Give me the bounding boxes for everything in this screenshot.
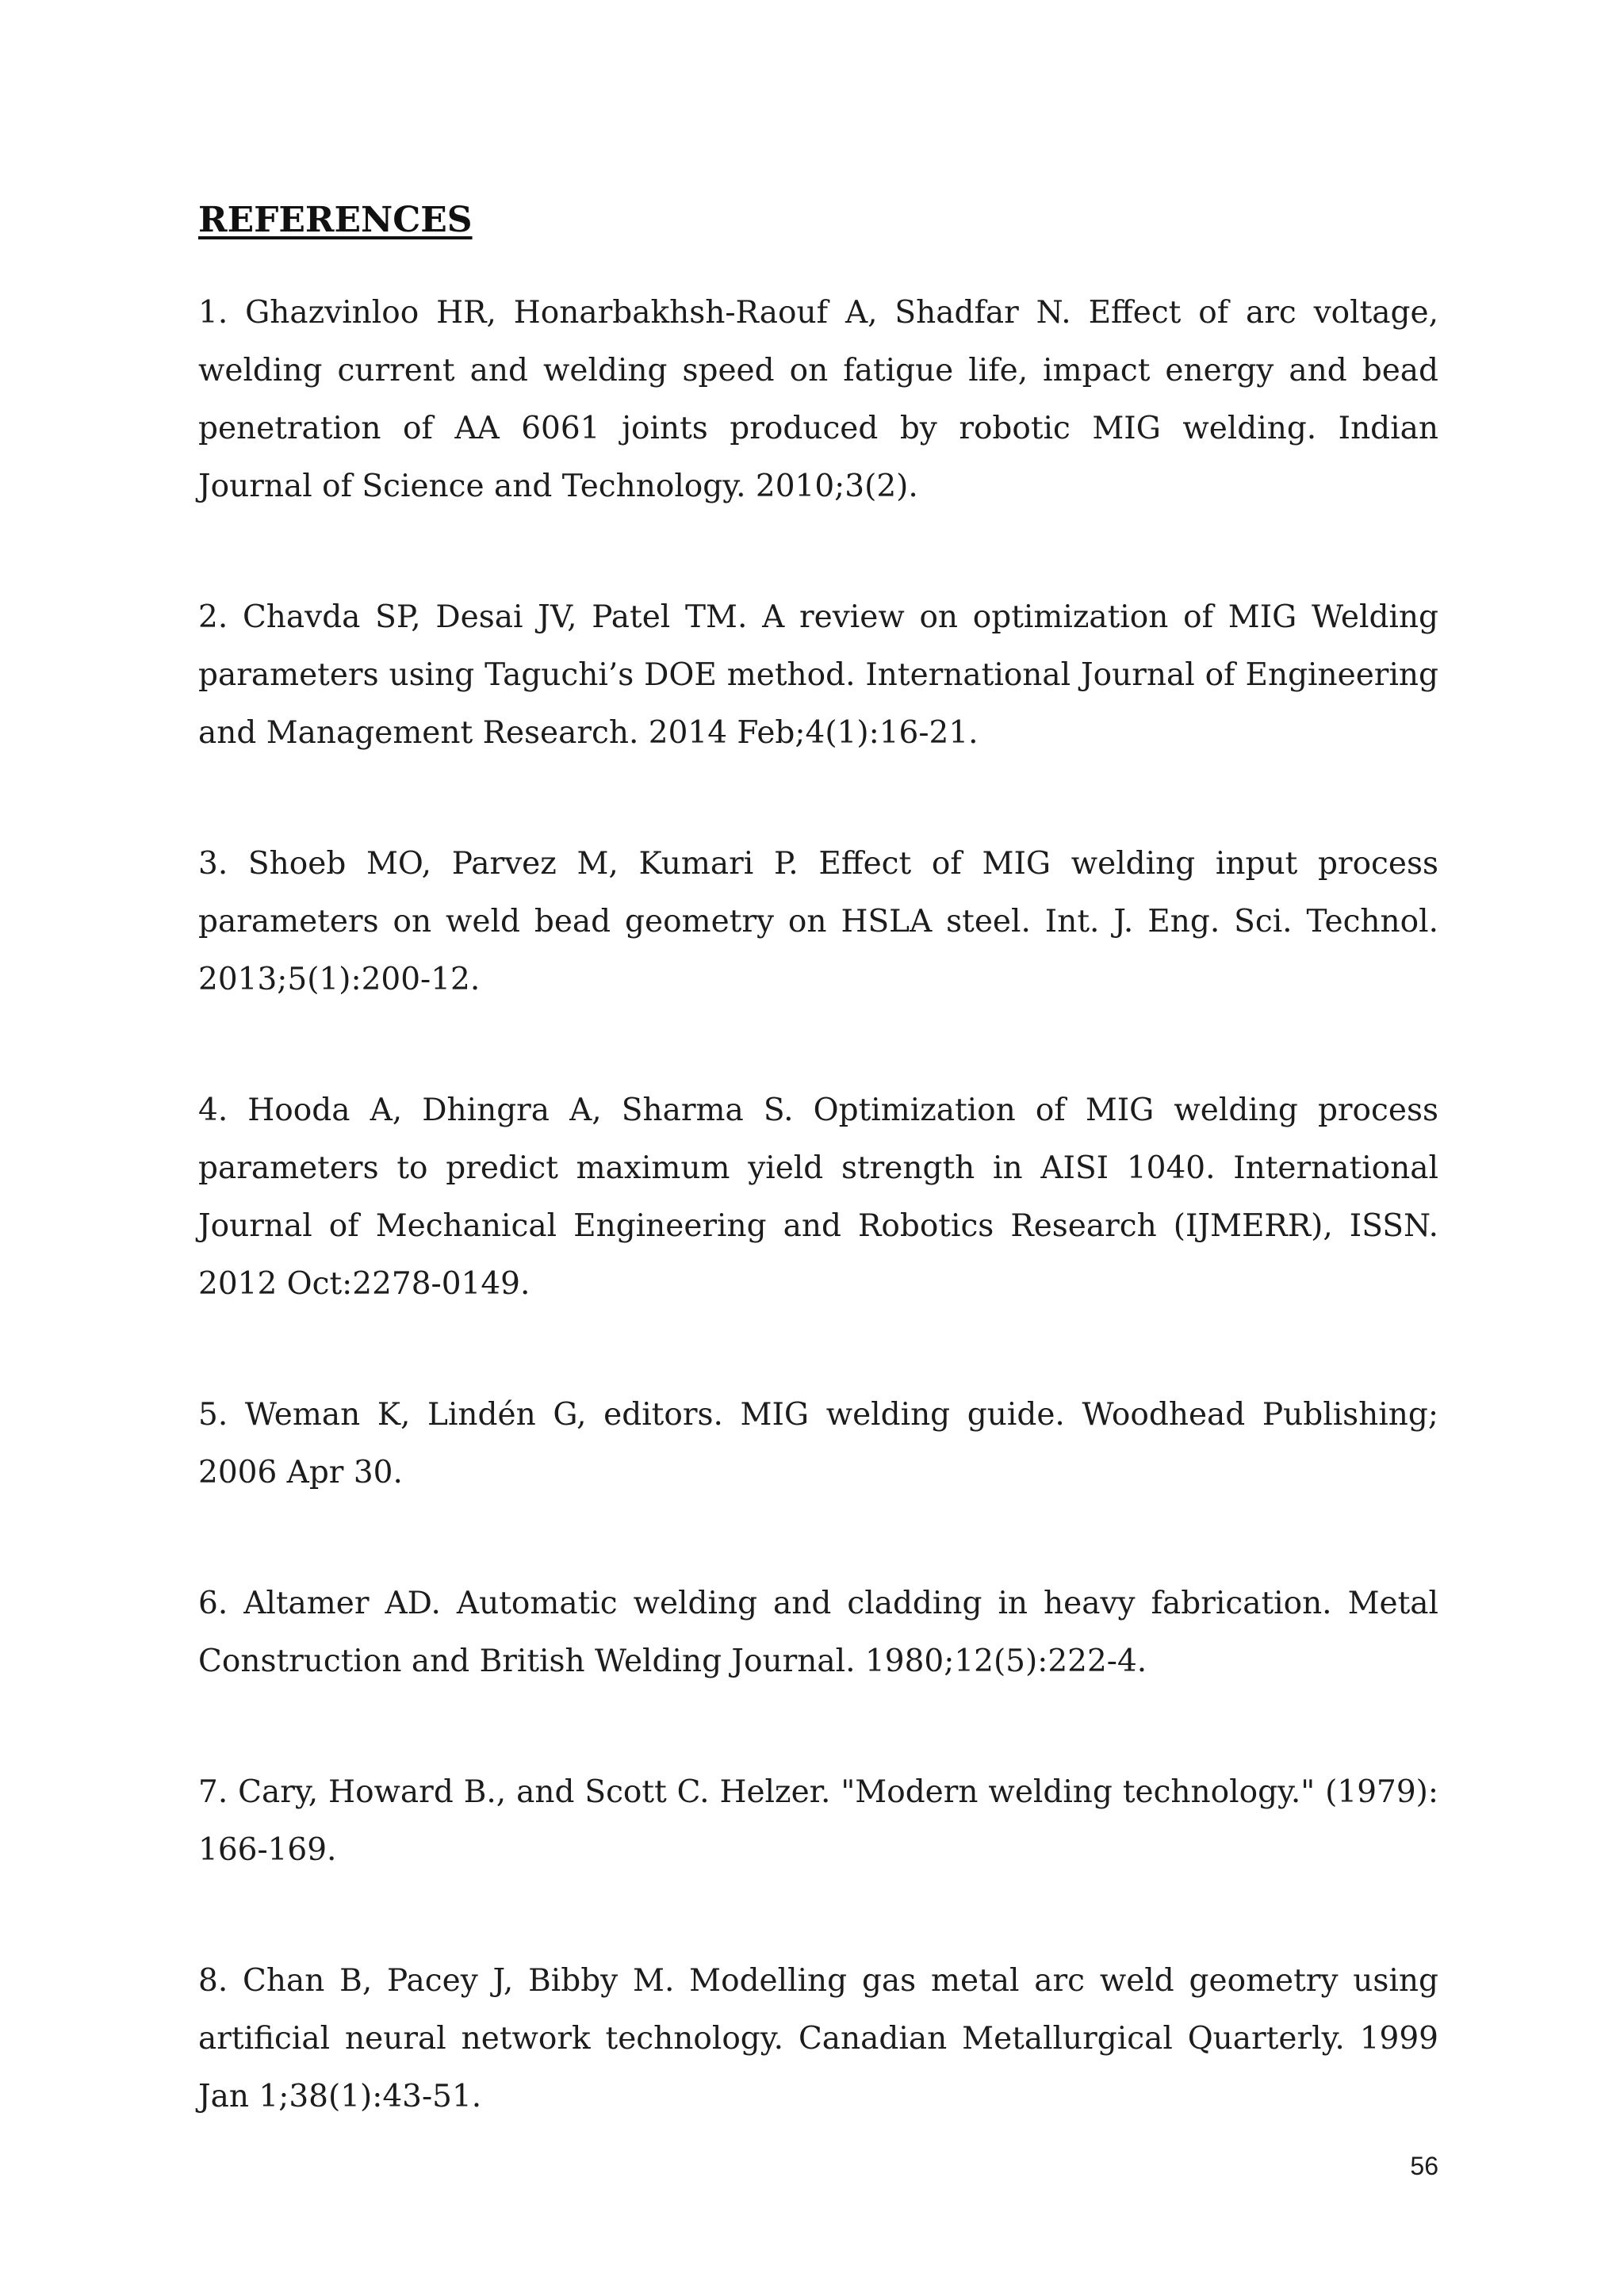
reference-item-8: 8. Chan B, Pacey J, Bibby M. Modelling gas metal arc weld geometry using artificial neural network technology. Canadian Metallurgical Quarterly. 1999 Jan 1;38(1):43-51. [198, 1963, 1438, 2114]
reference-list [198, 284, 1438, 2126]
section-heading: REFERENCES [198, 200, 473, 240]
reference-item-2: 2. Chavda SP, Desai JV, Patel TM. A review on optimization of MIG Welding parameters using Taguchi’s DOE method. International Journal of Engineering and Management Research. 2014 Feb;4(1):16-21. [198, 599, 1438, 751]
reference-item-3: 3. Shoeb MO, Parvez M, Kumari P. Effect of MIG welding input process parameters on weld bead geometry on HSLA steel. Int. J. Eng. Sci. Technol. 2013;5(1):200-12. [198, 846, 1438, 997]
reference-item-4: 4. Hooda A, Dhingra A, Sharma S. Optimization of MIG welding process parameters to predict maximum yield strength in AISI 1040. International Journal of Mechanical Engineering and Robotics Research (IJMERR), ISSN. 2012 Oct:2278-0149. [198, 1093, 1438, 1302]
page-number: 56 [1410, 2152, 1438, 2180]
reference-item-7: 7. Cary, Howard B., and Scott C. Helzer. "Modern welding technology." (1979): 166-169. [198, 1774, 1438, 1868]
reference-item-1: 1. Ghazvinloo HR, Honarbakhsh-Raouf A, Shadfar N. Effect of arc voltage, welding current and welding speed on fatigue life, impact energy and bead penetration of AA 6061 joints produced by robotic MIG welding. Indian Journal of Science and Technology. 2010;3(2). [198, 295, 1438, 504]
reference-item-6: 6. Altamer AD. Automatic welding and cladding in heavy fabrication. Metal Construction and British Welding Journal. 1980;12(5):222-4. [198, 1586, 1438, 1679]
reference-item-5: 5. Weman K, Lindén G, editors. MIG welding guide. Woodhead Publishing; 2006 Apr 30. [198, 1397, 1438, 1490]
